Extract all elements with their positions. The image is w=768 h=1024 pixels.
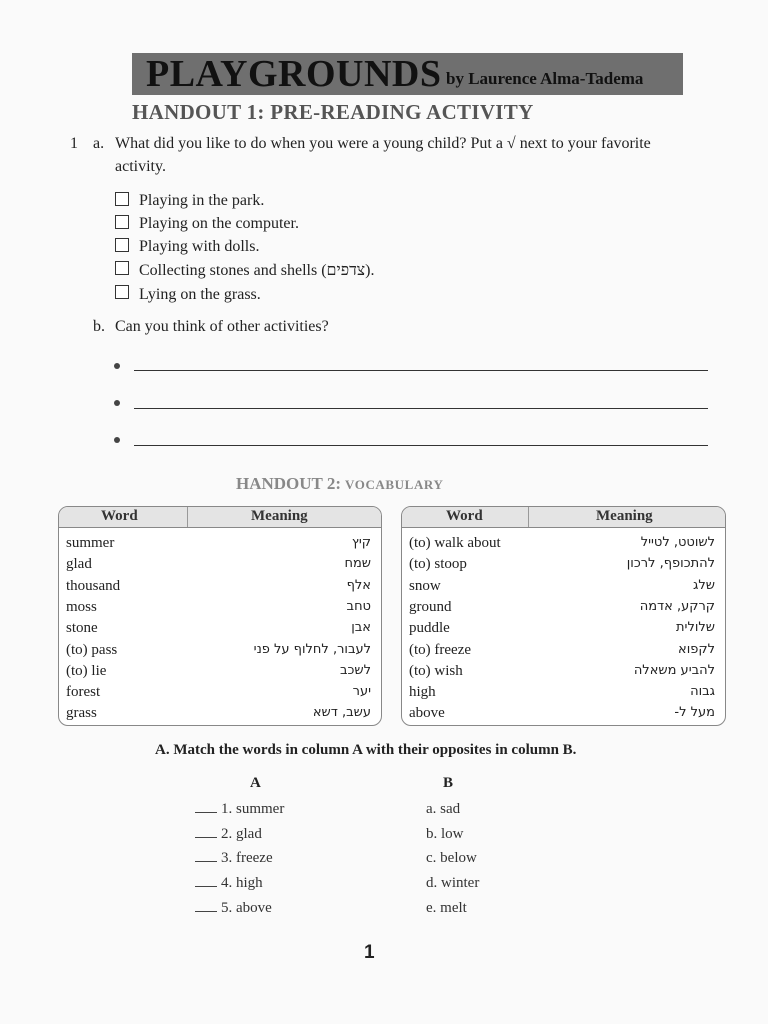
option-2-label: Playing on the computer. [139,215,299,232]
vocab-meaning: קרקע, אדמה [639,598,715,614]
question-number: 1 [70,135,78,152]
vocab-row [402,640,725,661]
match-a-item [195,799,284,819]
match-b-item: d. winter [426,875,480,892]
match-b-item: a. sad [426,801,461,817]
match-b-item: e. melt [426,899,467,916]
vocab-meaning: טחב [346,598,371,614]
vocab-meaning: אבן [351,620,371,636]
vocab-word: moss [66,598,97,615]
vocab-word: puddle [409,620,450,637]
option-5-label: Lying on the grass. [139,286,261,303]
vocab-row [402,597,725,618]
vocab-word: stone [66,620,98,637]
vocab-word: glad [66,556,92,573]
vocab-meaning: גבוה [690,684,715,700]
vocab-meaning: לעבור, לחלוף על פני [253,641,371,657]
match-a-item [195,824,262,844]
vocab-row [402,533,725,554]
vocab-row [59,618,381,639]
match-a-item [195,898,272,918]
answer-blank[interactable] [195,801,217,813]
vocab-table-left [58,506,382,726]
handout2-number: HANDOUT 2: [236,474,341,493]
page-number: 1 [364,942,375,963]
vocab-row [59,661,381,682]
vocab-table-right [401,506,726,726]
vocab-row [59,640,381,661]
handout2-heading [236,474,443,495]
vocab-row [59,554,381,575]
vocab-meaning: אלף [346,577,371,593]
answer-blank[interactable] [195,850,217,862]
match-instruction: A. Match the words in column A with their opposites in column B. [155,742,577,758]
answer-blank[interactable] [195,826,217,838]
option-1-label: Playing in the park. [139,192,265,209]
checkbox-option-4[interactable] [115,261,129,275]
poem-title: PLAYGROUNDS [146,53,442,95]
header-meaning: Meaning [596,508,653,524]
vocab-meaning: מעל ל- [674,705,715,721]
vocab-meaning: לשוטט, לטייל [640,535,715,550]
header-word: Word [101,508,138,524]
vocab-meaning: שמח [344,556,371,572]
author-byline: by Laurence Alma-Tadema [446,69,644,88]
match-b-item: b. low [426,825,464,842]
vocab-row [59,597,381,618]
vocab-word: (to) freeze [409,641,472,658]
vocab-row [402,554,725,575]
checkbox-option-1[interactable] [115,192,129,206]
option-4-label: Collecting stones and shells (צדפים). [139,262,375,279]
vocab-word: thousand [66,577,121,594]
vocab-meaning: שלולית [676,620,715,636]
vocab-row [59,576,381,597]
vocab-meaning: קיץ [351,535,371,550]
vocab-word: summer [66,535,115,551]
vocab-meaning: עשב, דשא [312,705,371,721]
option-3-label: Playing with dolls. [139,238,260,255]
checkbox-option-5[interactable] [115,285,129,299]
handout1-heading: HANDOUT 1: PRE-READING ACTIVITY [132,100,534,124]
match-a-text: 5. above [221,899,272,916]
match-a-text: 2. glad [221,825,262,842]
match-a-text: 4. high [221,875,263,892]
vocab-word: high [409,684,436,701]
vocab-word: (to) pass [66,641,118,658]
vocab-row [402,661,725,682]
vocab-row [402,682,725,703]
vocab-table-header [59,507,381,528]
match-b-item: c. below [426,850,477,867]
vocab-word: snow [409,577,441,594]
vocab-word: (to) stoop [409,556,467,573]
vocab-meaning: יער [352,684,371,700]
vocab-word: grass [66,705,97,722]
vocab-meaning: לשכב [340,662,371,678]
header-divider [187,507,188,527]
match-a-text: 1. summer [221,801,285,817]
answer-blank[interactable] [195,900,217,912]
question-a-text-line1: What did you like to do when you were a young child? Put a √ next to your favorite [115,135,651,152]
vocab-meaning: להביע משאלה [633,662,715,678]
checkbox-option-3[interactable] [115,238,129,252]
answer-line-2[interactable] [134,408,708,409]
header-word: Word [446,508,483,524]
vocab-word: (to) wish [409,662,463,679]
checkbox-option-2[interactable] [115,215,129,229]
header-divider [528,507,529,527]
question-a-label: a. [93,135,105,152]
vocab-meaning: שלג [693,577,715,593]
vocab-row [59,682,381,703]
header-meaning: Meaning [251,508,308,524]
vocab-row [59,703,381,724]
vocab-row [402,618,725,639]
question-b-label: b. [93,318,105,335]
vocab-meaning: להתכופף, לרכון [626,556,715,572]
vocab-word: forest [66,684,101,701]
answer-line-3[interactable] [134,445,708,446]
bullet-icon [114,400,120,406]
vocab-word: (to) lie [66,662,107,679]
vocab-table-header [402,507,725,528]
vocab-meaning: לקפוא [678,641,715,657]
question-b-text: Can you think of other activities? [115,318,329,335]
handout2-title: VOCABULARY [345,477,444,492]
column-b-heading: B [443,775,454,791]
vocab-row [402,703,725,724]
vocab-word: ground [409,598,452,615]
match-a-item [195,848,273,868]
answer-blank[interactable] [195,875,217,887]
bullet-icon [114,437,120,443]
match-a-text: 3. freeze [221,850,273,867]
vocab-word: (to) walk about [409,535,501,551]
question-a-text-line2: activity. [115,158,166,175]
vocab-word: above [409,705,445,722]
column-a-heading: A [250,775,261,791]
answer-line-1[interactable] [134,370,708,371]
vocab-row [59,533,381,554]
bullet-icon [114,363,120,369]
vocab-row [402,576,725,597]
match-a-item [195,873,263,893]
